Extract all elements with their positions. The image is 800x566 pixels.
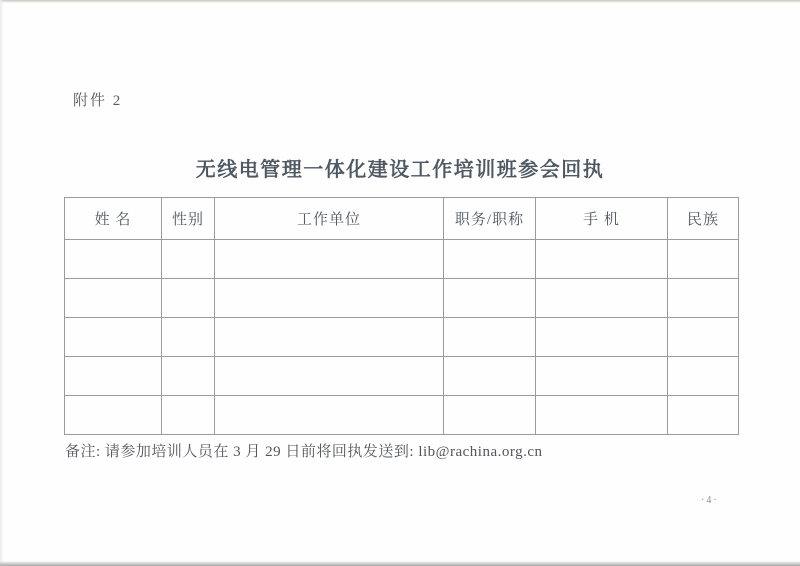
table-cell xyxy=(444,357,536,396)
attachment-label: 附件 2 xyxy=(73,93,123,109)
scan-artifact-top-edge xyxy=(0,0,800,3)
table-cell xyxy=(215,240,444,279)
table-row xyxy=(65,240,739,279)
col-header-position-title: 职务/职称 xyxy=(444,198,536,240)
table-cell xyxy=(444,396,536,435)
table-cell xyxy=(65,240,162,279)
table-cell xyxy=(162,357,215,396)
table-cell xyxy=(162,279,215,318)
table-cell xyxy=(444,318,536,357)
table-cell xyxy=(444,240,536,279)
table-cell xyxy=(162,396,215,435)
table-header-row xyxy=(65,198,739,240)
page-number: ·4· xyxy=(701,495,719,506)
table-row xyxy=(65,396,739,435)
table-cell xyxy=(536,318,668,357)
table-cell xyxy=(215,396,444,435)
scan-artifact-bottom-edge xyxy=(0,561,800,566)
table-cell xyxy=(215,318,444,357)
col-header-name: 姓 名 xyxy=(65,198,162,240)
col-header-mobile: 手 机 xyxy=(536,198,668,240)
table-row xyxy=(65,318,739,357)
table-cell xyxy=(668,279,739,318)
table-cell xyxy=(536,279,668,318)
table-cell xyxy=(65,279,162,318)
col-header-gender: 性别 xyxy=(162,198,215,240)
table-cell xyxy=(215,357,444,396)
table-cell xyxy=(162,240,215,279)
col-header-ethnicity: 民族 xyxy=(668,198,739,240)
table-cell xyxy=(668,357,739,396)
note-text: 备注: 请参加培训人员在 3 月 29 日前将回执发送到: lib@rachina.org.cn xyxy=(65,444,543,460)
table-cell xyxy=(536,396,668,435)
reply-form-table xyxy=(64,197,739,435)
table-cell xyxy=(215,279,444,318)
table-cell xyxy=(65,318,162,357)
table-cell xyxy=(65,396,162,435)
document-title: 无线电管理一体化建设工作培训班参会回执 xyxy=(195,159,605,181)
table-cell xyxy=(668,396,739,435)
table-cell xyxy=(65,357,162,396)
table-cell xyxy=(536,240,668,279)
table-cell xyxy=(444,279,536,318)
table-cell xyxy=(536,357,668,396)
table-row xyxy=(65,279,739,318)
table-row xyxy=(65,357,739,396)
table-cell xyxy=(162,318,215,357)
table-cell xyxy=(668,318,739,357)
table-cell xyxy=(668,240,739,279)
scan-artifact-left-edge xyxy=(0,0,4,566)
col-header-work-unit: 工作单位 xyxy=(215,198,444,240)
